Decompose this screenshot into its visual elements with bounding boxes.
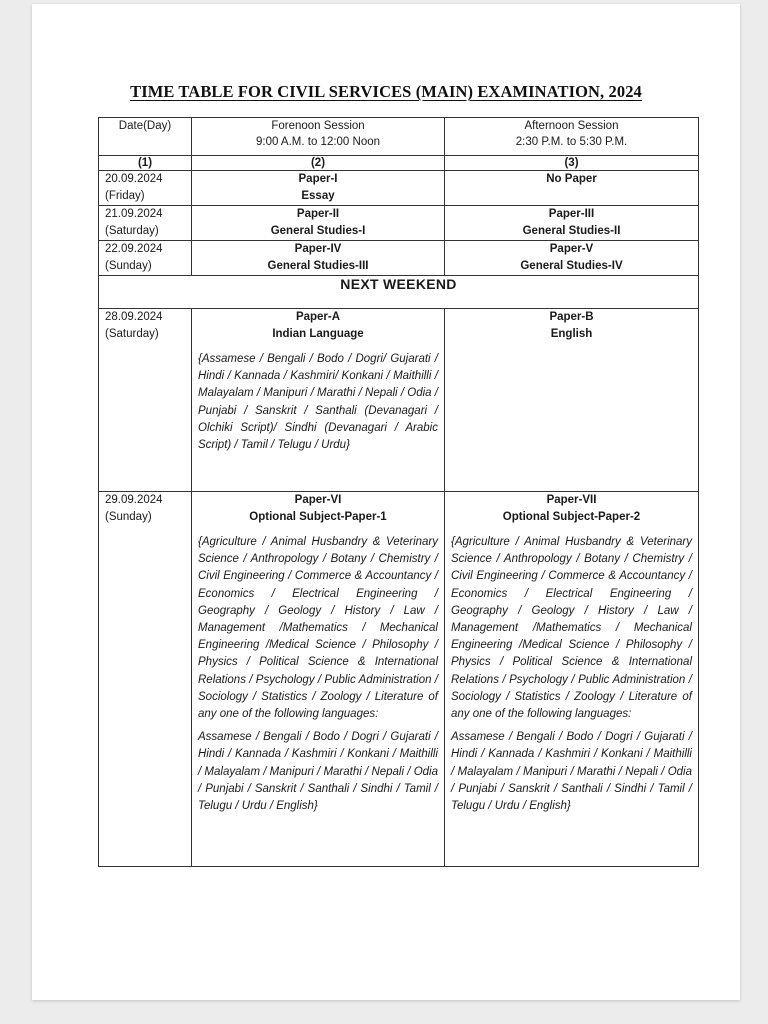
header-date-label: Date(Day) [118,120,172,132]
afternoon-time: 2:30 P.M. to 5:30 P.M. [515,136,628,148]
col-num-1: (1) [99,156,192,171]
date: 21.09.2024 [105,208,163,220]
table-row [99,309,699,492]
document-page [32,4,740,1000]
paper-name: Paper-V [549,243,594,255]
date-cell [99,492,192,867]
paper-name: Paper-A [295,311,341,323]
paper-name: Paper-II [296,208,340,220]
forenoon-cell [192,206,445,241]
paper-subject: Indian Language [272,328,364,340]
paper-subject: Essay [301,190,335,202]
afternoon-cell [445,309,699,492]
timetable [98,117,699,867]
paper-name: Paper-B [549,311,594,323]
forenoon-label: Forenoon Session [271,120,365,132]
forenoon-cell [192,492,445,867]
forenoon-cell [192,241,445,276]
table-header-row [99,118,699,156]
date: 22.09.2024 [105,243,163,255]
col-num-2: (2) [192,156,445,171]
afternoon-cell [445,492,699,867]
next-weekend-label: NEXT WEEKEND [99,276,699,309]
paper-name: Paper-I [298,173,338,185]
paper-subject: General Studies-III [267,260,369,272]
table-row [99,206,699,241]
date-cell [99,206,192,241]
next-weekend-row [99,276,699,309]
literature-language-list: Assamese / Bengali / Bodo / Dogri / Gujarati / Hindi / Kannada / Kashmiri / Konkani / Maithilli / Malayalam / Manipuri / Marathi / Nepali / Odia / Punjabi / Sanskrit / Santhali / Sindhi / Tamil / Telugu / Urdu / English} [451,731,692,813]
page-title: TIME TABLE FOR CIVIL SERVICES (MAIN) EXAMINATION, 2024 [130,82,642,101]
column-number-row [99,156,699,171]
optional-subject-list: {Agriculture / Animal Husbandry & Veterinary Science / Anthropology / Botany / Chemistry / Civil Engineering / Commerce & Accountancy / Economics / Electrical Engineering / Geography / Geology / History / Law / Management /Mathematics / Mechanical Engineering /Medical Science / Philosophy / Physics / Political Science & International Relations / Psychology / Public Administration / Sociology / Statistics / Zoology / Literature of any one of the following languages: [198,536,438,721]
language-list: {Assamese / Bengali / Bodo / Dogri/ Gujarati / Hindi / Kannada / Kashmiri/ Konkani / Maithilli / Malayalam / Manipuri / Marathi / Nepali / Odia / Punjabi / Sanskrit / Santhali (Devanagari / Olchiki Script)/ Sindhi (Devanagari / Arabic Script) / Tamil / Telugu / Urdu} [198,353,438,452]
day: (Sunday) [105,511,152,523]
paper-name: No Paper [546,173,597,185]
forenoon-time: 9:00 A.M. to 12:00 Noon [255,136,381,148]
paper-subject: Optional Subject-Paper-1 [249,511,387,523]
day: (Sunday) [105,260,152,272]
table-row [99,171,699,206]
afternoon-cell [445,206,699,241]
paper-subject: General Studies-IV [520,260,623,272]
header-forenoon [192,118,445,156]
afternoon-cell [445,241,699,276]
date: 28.09.2024 [105,311,163,323]
afternoon-cell [445,171,699,206]
paper-name: Paper-III [548,208,595,220]
date-cell [99,171,192,206]
header-date [99,118,192,156]
date: 20.09.2024 [105,173,163,185]
day: (Friday) [105,190,145,202]
table-row [99,492,699,867]
header-afternoon [445,118,699,156]
paper-subject: General Studies-I [270,225,366,237]
date-cell [99,309,192,492]
paper-subject: English [550,328,593,340]
forenoon-cell [192,171,445,206]
paper-subject: General Studies-II [522,225,621,237]
literature-language-list: Assamese / Bengali / Bodo / Dogri / Gujarati / Hindi / Kannada / Kashmiri / Konkani / Maithilli / Malayalam / Manipuri / Marathi / Nepali / Odia / Punjabi / Sanskrit / Santhali / Sindhi / Tamil / Telugu / Urdu / English} [198,731,438,813]
optional-subject-list: {Agriculture / Animal Husbandry & Veterinary Science / Anthropology / Botany / Chemistry / Civil Engineering / Commerce & Accountancy / Economics / Electrical Engineering / Geography / Geology / History / Law / Management /Mathematics / Mechanical Engineering /Medical Science / Philosophy / Physics / Political Science & International Relations / Psychology / Public Administration / Sociology / Statistics / Zoology / Literature of any one of the following languages: [451,536,692,721]
col-num-3: (3) [445,156,699,171]
forenoon-cell [192,309,445,492]
paper-name: Paper-IV [294,243,342,255]
date-cell [99,241,192,276]
day: (Saturday) [105,328,159,340]
table-row [99,241,699,276]
paper-subject: Optional Subject-Paper-2 [502,511,641,523]
date: 29.09.2024 [105,494,163,506]
paper-name: Paper-VI [294,494,342,506]
paper-name: Paper-VII [546,494,597,506]
day: (Saturday) [105,225,159,237]
afternoon-label: Afternoon Session [524,120,619,132]
